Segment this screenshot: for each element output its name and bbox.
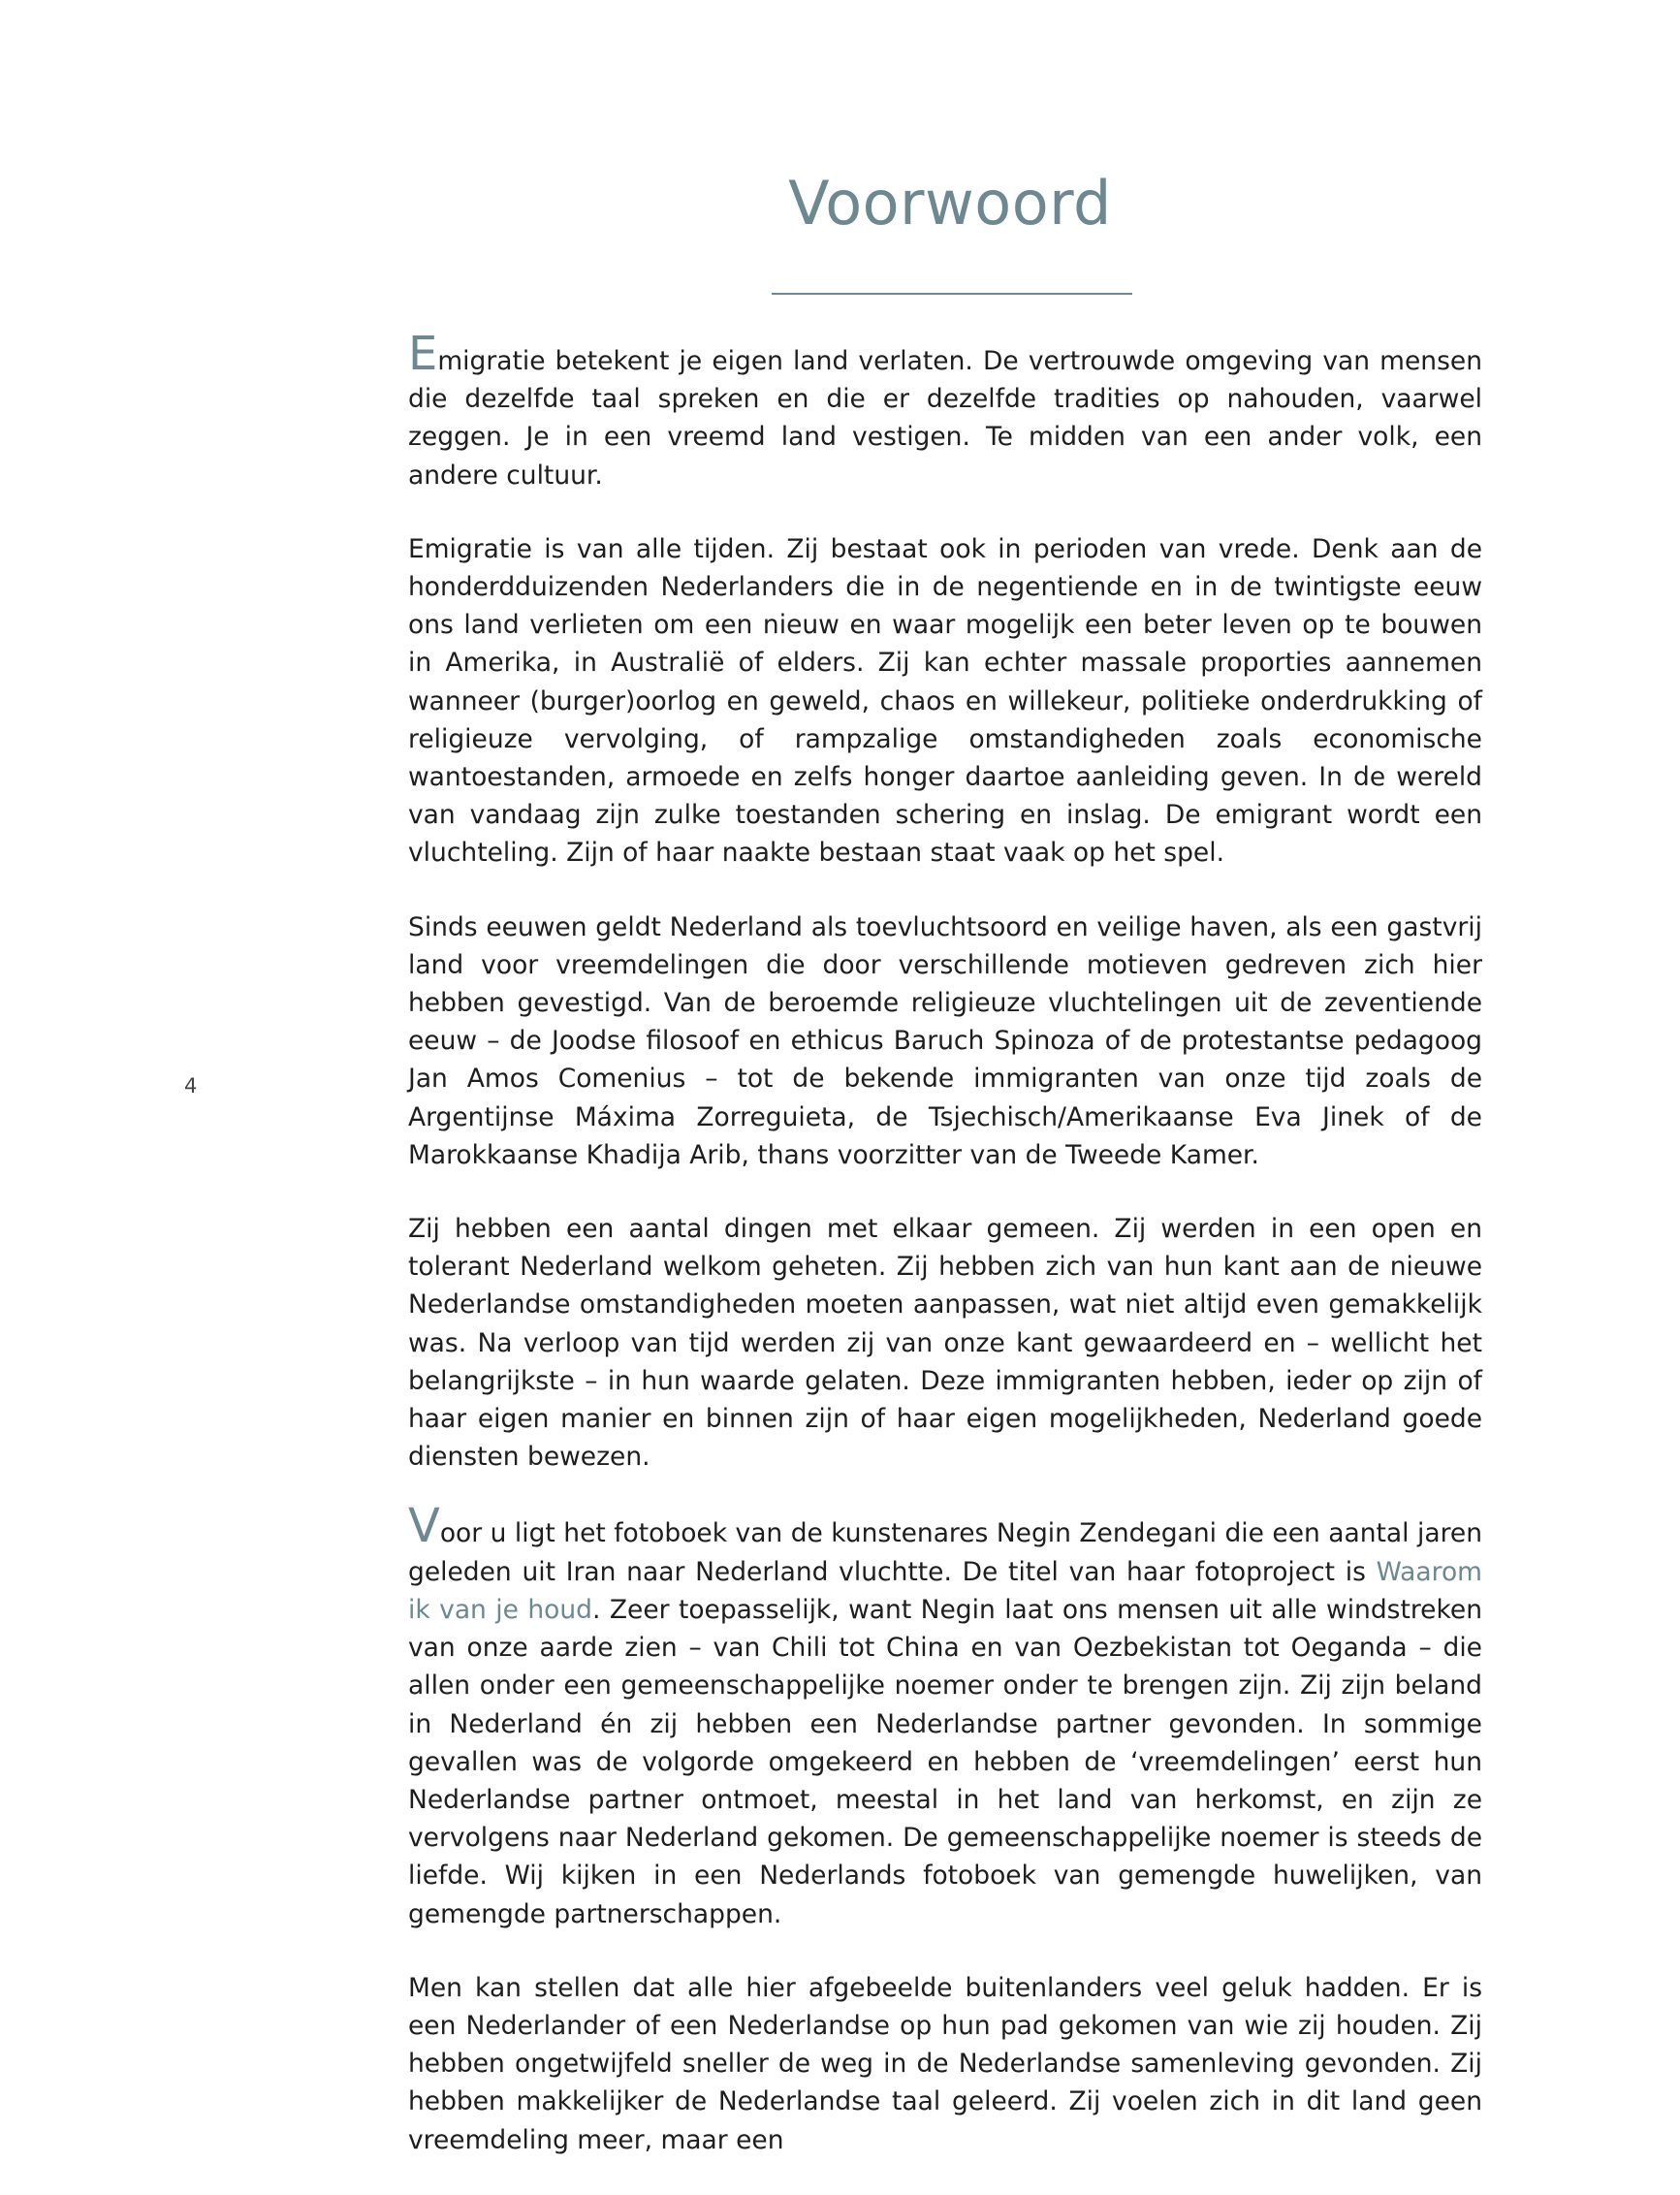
drop-cap-initial: V xyxy=(408,1499,440,1554)
paragraph-text: oor u ligt het fotoboek van de kunstenares Negin Zendegani die een aantal jaren geleden uit Iran naar Nederland vluchtte. De titel van haar fotoproject is xyxy=(408,1518,1482,1587)
page-number: 4 xyxy=(184,1074,198,1098)
paragraph-common-traits: Zij hebben een aantal dingen met elkaar gemeen. Zij werden in een open en tolerant Nederland welkom geheten. Zij hebben zich van hun kant aan de nieuwe Nederlandse omstandigheden moeten aanpassen, wat niet altijd even gemakkelijk was. Na verloop van tijd werden zij van onze kant gewaardeerd en – wellicht het belangrijkste – in hun waarde gelaten. Deze immigranten hebben, ieder op zijn of haar eigen manier en binnen zijn of haar eigen mogelijkheden, Nederland goede diensten bewezen. xyxy=(408,1214,1482,1473)
page-title: Voorwoord xyxy=(788,168,1112,239)
drop-cap-initial: E xyxy=(408,327,438,381)
paragraph-photobook-intro xyxy=(408,1499,1482,1932)
paragraph-netherlands-refuge: Sinds eeuwen geldt Nederland als toevluchtsoord en veilige haven, als een gastvrij land voor vreemdelingen die door verschillende motieven gedreven zich hier hebben gevestigd. Van de beroemde religieuze vluchtelingen uit de zeventiende eeuw – de Joodse filosoof en ethicus Baruch Spinoza of de protestantse pedagoog Jan Amos Comenius – tot de bekende immigranten van onze tijd zoals de Argentijnse Máxima Zorreguieta, de Tsjechisch/Amerikaanse Eva Jinek of de Marokkaanse Khadija Arib, thans voorzitter van de Tweede Kamer. xyxy=(408,911,1482,1170)
project-title-emphasis: Waarom ik van je houd xyxy=(408,1556,1482,1625)
paragraph-emigration-definition xyxy=(408,327,1482,494)
paragraph-emigration-history: Emigratie is van alle tijden. Zij bestaat ook in perioden van vrede. Denk aan de honderdduizenden Nederlanders die in de negentiende en in de twintigste eeuw ons land verlieten om een nieuw en waar mogelijk een beter leven op te bouwen in Amerika, in Australië of elders. Zij kan echter massale proporties aannemen wanneer (burger)oorlog en geweld, chaos en willekeur, politieke onderdrukking of religieuze vervolging, of rampzalige omstandigheden zoals economische wantoestanden, armoede en zelfs honger daartoe aanleiding geven. In de wereld van vandaag zijn zulke toestanden schering en inslag. De emigrant wordt een vluchteling. Zijn of haar naakte bestaan staat vaak op het spel. xyxy=(408,533,1482,869)
paragraph-text: migratie betekent je eigen land verlaten. De vertrouwde omgeving van mensen die dezelfde taal spreken en die er dezelfde tradities op nahouden, vaarwel zeggen. Je in een vreemd land vestigen. Te midden van een ander volk, een andere cultuur. xyxy=(408,346,1482,491)
body-text xyxy=(408,327,1482,2195)
title-underline-rule xyxy=(772,293,1132,295)
paragraph-fortunate-foreigners: Men kan stellen dat alle hier afgebeelde buitenlanders veel geluk hadden. Er is een Nederlander of een Nederlandse op hun pad gekomen van wie zij houden. Zij hebben ongetwijfeld sneller de weg in de Nederlandse samenleving gevonden. Zij hebben makkelijker de Nederlandse taal geleerd. Zij voelen zich in dit land geen vreemdeling meer, maar een xyxy=(408,1972,1482,2155)
paragraph-text: . Zeer toepasselijk, want Negin laat ons mensen uit alle windstreken van onze aarde zien – van Chili tot China en van Oezbekistan tot Oeganda – die allen onder een gemeenschappelijke noemer onder te brengen zijn. Zij zijn beland in Nederland én zij hebben een Nederlandse partner gevonden. In sommige gevallen was de volgorde omgekeerd en hebben de ‘vreemdelingen’ eerst hun Nederlandse partner ontmoet, meestal in het land van herkomst, en zijn ze vervolgens naar Nederland gekomen. De gemeenschappelijke noemer is steeds de liefde. Wij kijken in een Nederlands fotoboek van gemengde huwelijken, van gemengde partnerschappen. xyxy=(408,1594,1482,1929)
